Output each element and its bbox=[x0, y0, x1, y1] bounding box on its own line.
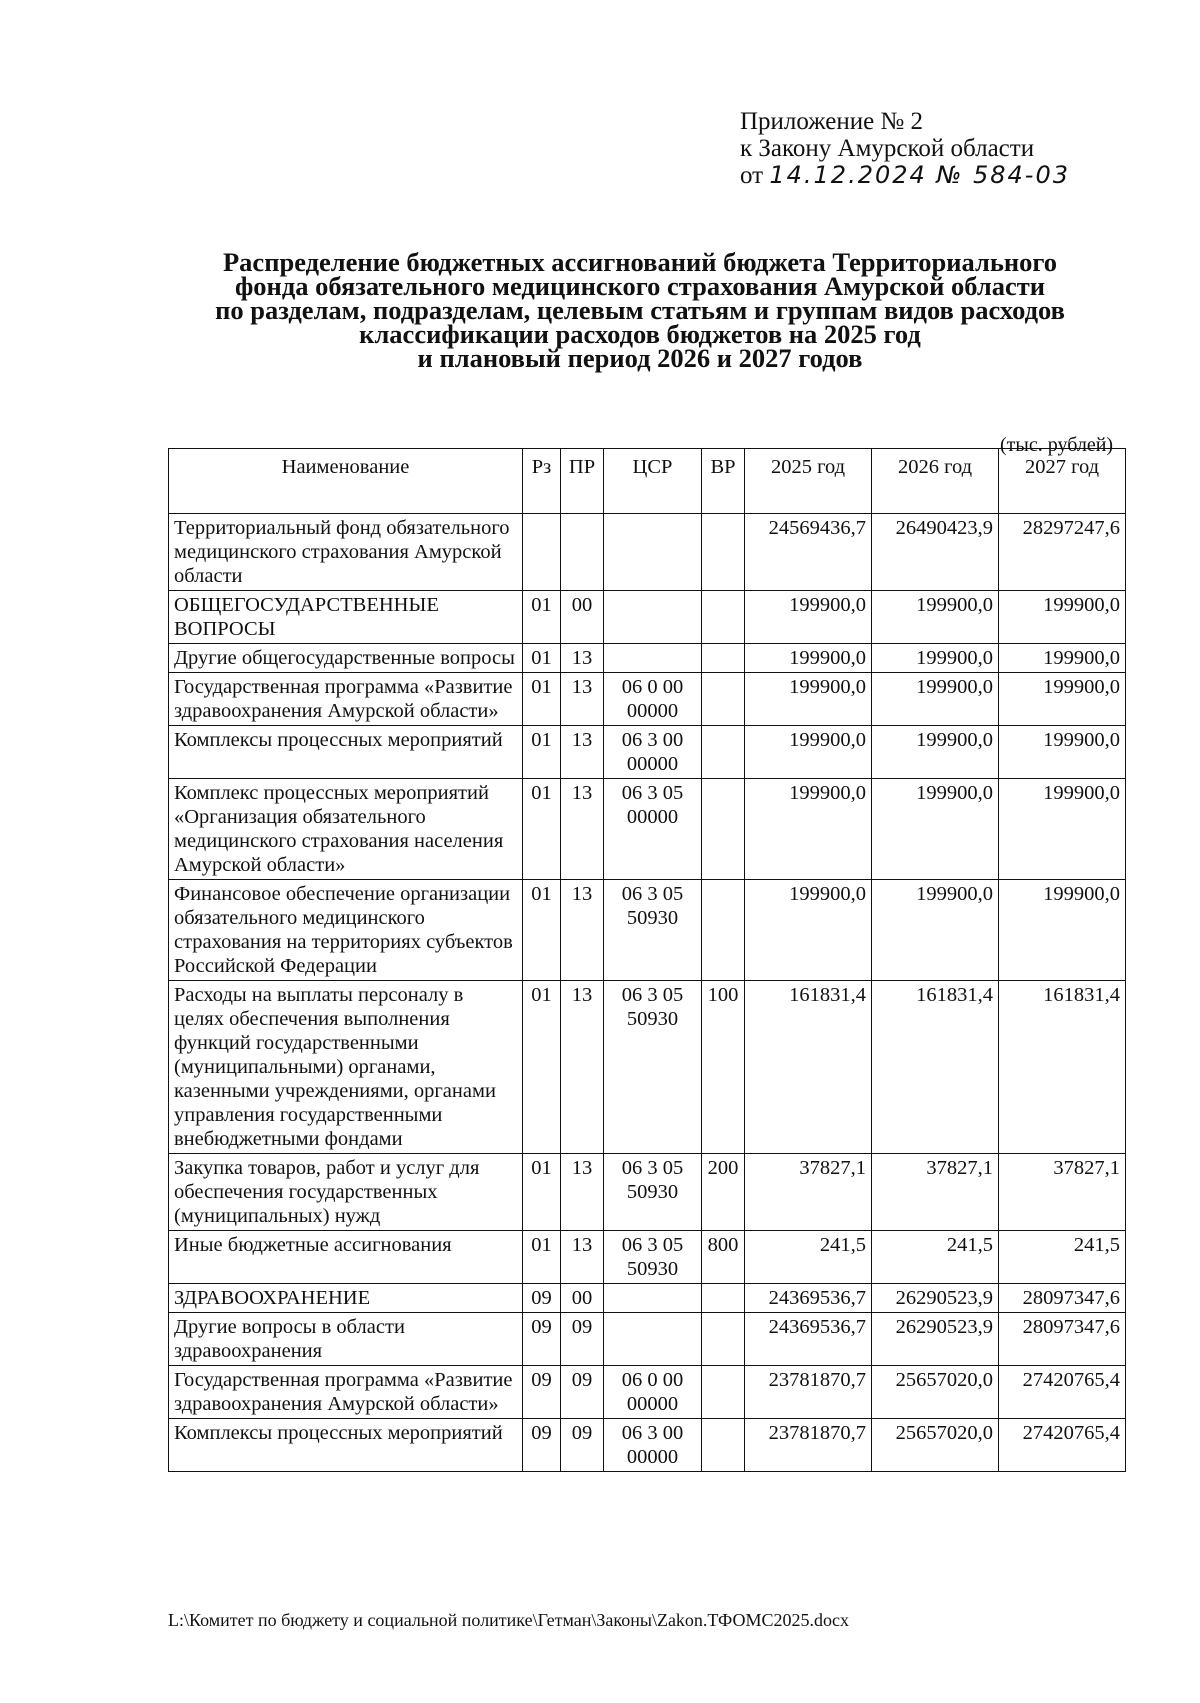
cell-vr bbox=[702, 514, 745, 591]
cell-rz: 01 bbox=[523, 673, 561, 726]
units-label: (тыс. рублей) bbox=[1000, 434, 1114, 456]
document-title bbox=[150, 247, 1130, 373]
cell-vr: 100 bbox=[702, 981, 745, 1154]
cell-name: Другие вопросы в области здравоохранения bbox=[169, 1313, 523, 1366]
cell-2027: 37827,1 bbox=[999, 1154, 1126, 1231]
cell-2025: 24569436,7 bbox=[745, 514, 872, 591]
cell-2025: 199900,0 bbox=[745, 726, 872, 779]
header-name: Наименование bbox=[169, 449, 523, 514]
handwritten-date-number: 14.12.2024 № 584-03 bbox=[769, 161, 1070, 189]
cell-name: Другие общегосударственные вопросы bbox=[169, 644, 523, 673]
cell-csr: 06 3 00 00000 bbox=[604, 726, 702, 779]
cell-2026: 161831,4 bbox=[872, 981, 999, 1154]
cell-csr: 06 0 00 00000 bbox=[604, 1366, 702, 1419]
cell-pr: 13 bbox=[561, 644, 604, 673]
budget-table bbox=[168, 448, 1126, 1472]
cell-pr: 13 bbox=[561, 981, 604, 1154]
cell-vr bbox=[702, 880, 745, 981]
header-pr: ПР bbox=[561, 449, 604, 514]
cell-rz: 01 bbox=[523, 644, 561, 673]
file-path-footer: L:\Комитет по бюджету и социальной политике\Гетман\Законы\Zakon.ТФОМС2025.docx bbox=[168, 1610, 849, 1630]
table-row bbox=[169, 1231, 1126, 1284]
cell-pr: 13 bbox=[561, 1231, 604, 1284]
cell-2025: 23781870,7 bbox=[745, 1366, 872, 1419]
cell-2025: 24369536,7 bbox=[745, 1284, 872, 1313]
cell-vr bbox=[702, 726, 745, 779]
cell-2026: 199900,0 bbox=[872, 880, 999, 981]
cell-2027: 199900,0 bbox=[999, 673, 1126, 726]
cell-csr bbox=[604, 1284, 702, 1313]
table-row bbox=[169, 726, 1126, 779]
appendix-block bbox=[740, 108, 1070, 189]
appendix-law: к Закону Амурской области bbox=[740, 135, 1035, 162]
table-row bbox=[169, 1366, 1126, 1419]
cell-csr: 06 3 00 00000 bbox=[604, 1419, 702, 1472]
table-header-row bbox=[169, 449, 1126, 514]
cell-2025: 199900,0 bbox=[745, 880, 872, 981]
table-row bbox=[169, 779, 1126, 880]
cell-name: Комплексы процессных мероприятий bbox=[169, 726, 523, 779]
cell-name: Расходы на выплаты персоналу в целях обеспечения выполнения функций государственными (муниципальными) органами, казенными учреждениями, органами управления государственными внебюджетными фондами bbox=[169, 981, 523, 1154]
cell-name: Комплексы процессных мероприятий bbox=[169, 1419, 523, 1472]
cell-vr bbox=[702, 591, 745, 644]
cell-2026: 25657020,0 bbox=[872, 1366, 999, 1419]
cell-pr: 09 bbox=[561, 1366, 604, 1419]
cell-name: Государственная программа «Развитие здравоохранения Амурской области» bbox=[169, 1366, 523, 1419]
cell-rz: 09 bbox=[523, 1366, 561, 1419]
title-line-4: классификации расходов бюджетов на 2025 год bbox=[359, 319, 921, 349]
cell-name: Финансовое обеспечение организации обязательного медицинского страхования на территориях субъектов Российской Федерации bbox=[169, 880, 523, 981]
cell-pr: 13 bbox=[561, 673, 604, 726]
cell-csr bbox=[604, 1313, 702, 1366]
table-row bbox=[169, 644, 1126, 673]
cell-2026: 26490423,9 bbox=[872, 514, 999, 591]
cell-vr: 200 bbox=[702, 1154, 745, 1231]
cell-vr bbox=[702, 1284, 745, 1313]
cell-pr bbox=[561, 514, 604, 591]
cell-vr bbox=[702, 779, 745, 880]
header-csr: ЦСР bbox=[604, 449, 702, 514]
cell-2027: 161831,4 bbox=[999, 981, 1126, 1154]
table-row bbox=[169, 880, 1126, 981]
cell-2027: 28297247,6 bbox=[999, 514, 1126, 591]
cell-2026: 26290523,9 bbox=[872, 1313, 999, 1366]
table-row bbox=[169, 514, 1126, 591]
cell-name: Государственная программа «Развитие здравоохранения Амурской области» bbox=[169, 673, 523, 726]
cell-rz bbox=[523, 514, 561, 591]
table-row bbox=[169, 981, 1126, 1154]
appendix-date-prefix: от bbox=[740, 162, 764, 189]
table-row bbox=[169, 1284, 1126, 1313]
cell-name: Закупка товаров, работ и услуг для обеспечения государственных (муниципальных) нужд bbox=[169, 1154, 523, 1231]
cell-2026: 199900,0 bbox=[872, 644, 999, 673]
cell-rz: 01 bbox=[523, 1154, 561, 1231]
cell-name: ЗДРАВООХРАНЕНИЕ bbox=[169, 1284, 523, 1313]
title-line-5: и плановый период 2026 и 2027 годов bbox=[417, 343, 863, 373]
cell-2027: 28097347,6 bbox=[999, 1284, 1126, 1313]
cell-2027: 199900,0 bbox=[999, 880, 1126, 981]
title-line-3: по разделам, подразделам, целевым статьям и группам видов расходов bbox=[215, 295, 1065, 325]
cell-name: Комплекс процессных мероприятий «Организация обязательного медицинского страхования населения Амурской области» bbox=[169, 779, 523, 880]
cell-csr: 06 3 05 50930 bbox=[604, 981, 702, 1154]
appendix-date-line bbox=[740, 162, 1070, 189]
cell-2026: 199900,0 bbox=[872, 726, 999, 779]
cell-2025: 199900,0 bbox=[745, 673, 872, 726]
cell-2027: 199900,0 bbox=[999, 591, 1126, 644]
cell-2026: 199900,0 bbox=[872, 673, 999, 726]
cell-vr: 800 bbox=[702, 1231, 745, 1284]
header-2027: 2027 год bbox=[999, 449, 1126, 514]
cell-rz: 01 bbox=[523, 880, 561, 981]
cell-csr bbox=[604, 591, 702, 644]
cell-2026: 25657020,0 bbox=[872, 1419, 999, 1472]
cell-pr: 09 bbox=[561, 1419, 604, 1472]
cell-csr: 06 3 05 50930 bbox=[604, 1154, 702, 1231]
cell-csr bbox=[604, 514, 702, 591]
cell-2026: 26290523,9 bbox=[872, 1284, 999, 1313]
cell-2027: 28097347,6 bbox=[999, 1313, 1126, 1366]
cell-rz: 01 bbox=[523, 591, 561, 644]
cell-name: Территориальный фонд обязательного медицинского страхования Амурской области bbox=[169, 514, 523, 591]
cell-rz: 01 bbox=[523, 726, 561, 779]
cell-2025: 161831,4 bbox=[745, 981, 872, 1154]
cell-vr bbox=[702, 1366, 745, 1419]
header-vr: ВР bbox=[702, 449, 745, 514]
cell-pr: 13 bbox=[561, 1154, 604, 1231]
table-row bbox=[169, 1154, 1126, 1231]
cell-2025: 37827,1 bbox=[745, 1154, 872, 1231]
table-row bbox=[169, 673, 1126, 726]
cell-2027: 27420765,4 bbox=[999, 1366, 1126, 1419]
header-2026: 2026 год bbox=[872, 449, 999, 514]
cell-csr: 06 3 05 50930 bbox=[604, 1231, 702, 1284]
cell-pr: 09 bbox=[561, 1313, 604, 1366]
cell-rz: 09 bbox=[523, 1419, 561, 1472]
cell-csr bbox=[604, 644, 702, 673]
header-rz: Рз bbox=[523, 449, 561, 514]
table-row bbox=[169, 1313, 1126, 1366]
cell-csr: 06 3 05 00000 bbox=[604, 779, 702, 880]
cell-2025: 241,5 bbox=[745, 1231, 872, 1284]
cell-2026: 241,5 bbox=[872, 1231, 999, 1284]
cell-2025: 199900,0 bbox=[745, 591, 872, 644]
cell-2025: 24369536,7 bbox=[745, 1313, 872, 1366]
cell-name: Иные бюджетные ассигнования bbox=[169, 1231, 523, 1284]
cell-rz: 09 bbox=[523, 1313, 561, 1366]
header-2025: 2025 год bbox=[745, 449, 872, 514]
cell-rz: 01 bbox=[523, 1231, 561, 1284]
cell-2026: 37827,1 bbox=[872, 1154, 999, 1231]
cell-2027: 27420765,4 bbox=[999, 1419, 1126, 1472]
cell-2025: 23781870,7 bbox=[745, 1419, 872, 1472]
cell-vr bbox=[702, 1313, 745, 1366]
title-line-1: Распределение бюджетных ассигнований бюджета Территориального bbox=[223, 247, 1057, 277]
cell-2027: 241,5 bbox=[999, 1231, 1126, 1284]
cell-2026: 199900,0 bbox=[872, 591, 999, 644]
cell-vr bbox=[702, 1419, 745, 1472]
cell-pr: 13 bbox=[561, 779, 604, 880]
appendix-number: Приложение № 2 bbox=[740, 108, 924, 135]
cell-vr bbox=[702, 644, 745, 673]
cell-pr: 13 bbox=[561, 880, 604, 981]
cell-pr: 00 bbox=[561, 591, 604, 644]
cell-csr: 06 3 05 50930 bbox=[604, 880, 702, 981]
table-row bbox=[169, 591, 1126, 644]
title-line-2: фонда обязательного медицинского страхования Амурской области bbox=[234, 271, 1046, 301]
cell-vr bbox=[702, 673, 745, 726]
cell-rz: 09 bbox=[523, 1284, 561, 1313]
cell-2026: 199900,0 bbox=[872, 779, 999, 880]
cell-2027: 199900,0 bbox=[999, 726, 1126, 779]
table-body bbox=[169, 514, 1126, 1472]
cell-2025: 199900,0 bbox=[745, 644, 872, 673]
cell-rz: 01 bbox=[523, 779, 561, 880]
cell-2027: 199900,0 bbox=[999, 644, 1126, 673]
cell-rz: 01 bbox=[523, 981, 561, 1154]
cell-pr: 13 bbox=[561, 726, 604, 779]
cell-csr: 06 0 00 00000 bbox=[604, 673, 702, 726]
table-row bbox=[169, 1419, 1126, 1472]
cell-pr: 00 bbox=[561, 1284, 604, 1313]
cell-2025: 199900,0 bbox=[745, 779, 872, 880]
cell-name: ОБЩЕГОСУДАРСТВЕННЫЕ ВОПРОСЫ bbox=[169, 591, 523, 644]
cell-2027: 199900,0 bbox=[999, 779, 1126, 880]
